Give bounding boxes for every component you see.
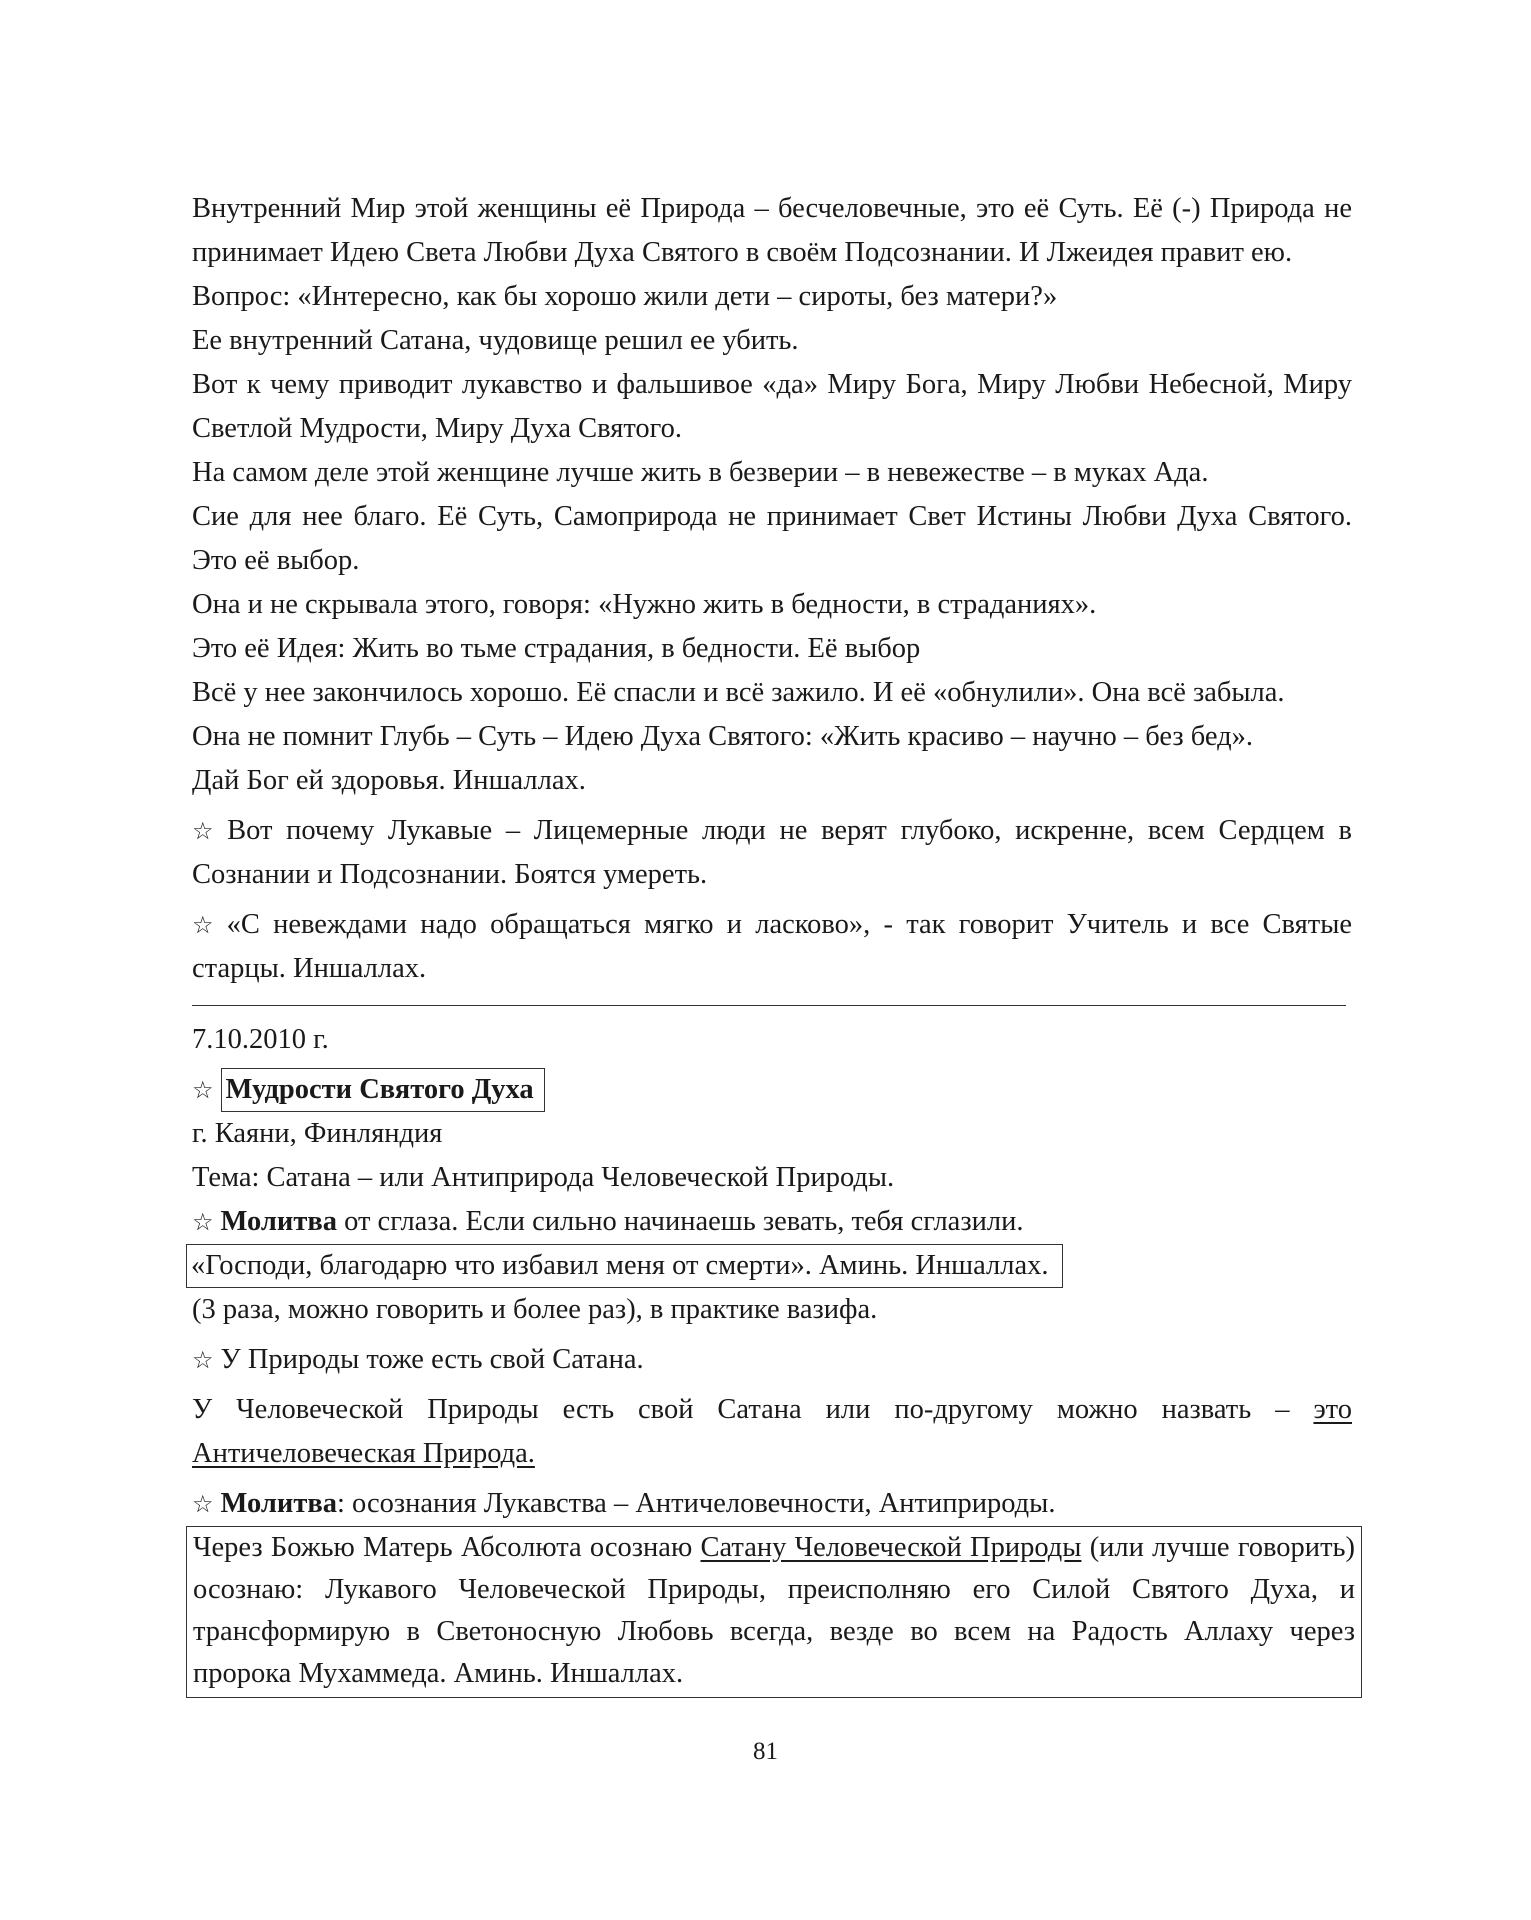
antihuman-nature-underlined: это Античеловеческая Природа.	[192, 1394, 1352, 1469]
entry-title: Мудрости Святого Духа	[225, 1074, 534, 1105]
star-icon: ☆	[192, 1490, 214, 1518]
prayer-awareness-desc: : осознания Лукавства – Античеловечности, Антиприроды.	[336, 1488, 1056, 1519]
paragraph-her-idea: Это её Идея: Жить во тьме страдания, в бедности. Её выбор	[192, 633, 921, 664]
paragraph-hypocrites	[192, 809, 1352, 897]
paragraph-does-not-remember: Она не помнит Глубь – Суть – Идею Духа Святого: «Жить красиво – научно – без бед».	[192, 721, 1254, 752]
prayer-awareness-text-b: (или лучше говорить) осознаю: Лукавого Человеческой Природы, преисполняю его Силой Святого Духа, и трансформирую в Светоносную Любовь всегда, везде во всем на Радость Аллаху через пророка Мухаммеда. Аминь. Иншаллах.	[193, 1532, 1356, 1689]
prayer-awareness-underlined: Сатану Человеческой Природы	[700, 1532, 1082, 1563]
prayer-label: Молитва	[220, 1488, 337, 1519]
prayer-awareness-text-a: Через Божью Матерь Абсолюта осознаю	[193, 1532, 701, 1563]
entry-theme: Тема: Сатана – или Антиприрода Человеческой Природы.	[192, 1162, 895, 1193]
paragraph-her-choice: Сие для нее благо. Её Суть, Самоприрода не принимает Свет Истины Любви Духа Святого. Это её выбор.	[192, 501, 1352, 576]
section-divider	[192, 1005, 1346, 1006]
paragraph-ended-well: Всё у нее закончилось хорошо. Её спасли и всё зажило. И её «обнулили». Она всё забыла.	[192, 677, 1285, 708]
human-nature-paragraph	[192, 1388, 1352, 1476]
paragraph-inner-world: Внутренний Мир этой женщины её Природа – бесчеловечные, это её Суть. Её (-) Природа не принимает Идею Света Любви Духа Святого в своём Подсознании. И Лжеидея правит ею.	[192, 193, 1352, 268]
star-icon: ☆	[192, 1076, 214, 1104]
page-content	[191, 187, 1356, 1698]
star-icon: ☆	[192, 1346, 214, 1374]
prayer-evil-eye-desc: от сглаза. Если сильно начинаешь зевать, тебя сглазили.	[336, 1206, 1024, 1237]
star-icon: ☆	[192, 1208, 214, 1236]
human-nature-text: У Человеческой Природы есть свой Сатана или по-другому можно назвать –	[192, 1394, 1314, 1425]
paragraph-false-yes: Вот к чему приводит лукавство и фальшивое «да» Миру Бога, Миру Любви Небесной, Миру Светлой Мудрости, Миру Духа Святого.	[192, 369, 1352, 444]
prayer-evil-eye-box-line	[192, 1244, 1352, 1288]
paragraph-not-hiding: Она и не скрывала этого, говоря: «Нужно жить в бедности, в страданиях».	[192, 589, 1097, 620]
nature-satan-line	[192, 1338, 1352, 1382]
prayer-awareness-box	[186, 1526, 1362, 1698]
prayer-label: Молитва	[220, 1206, 337, 1237]
paragraph-ignorants	[192, 903, 1352, 991]
entry-title-line	[192, 1068, 1352, 1112]
star-icon: ☆	[192, 911, 220, 939]
paragraph-inner-satan: Ее внутренний Сатана, чудовище решил ее убить.	[192, 325, 799, 356]
paragraph-god-give-health: Дай Бог ей здоровья. Иншаллах.	[192, 765, 586, 796]
nature-satan-text: У Природы тоже есть свой Сатана.	[220, 1344, 644, 1375]
star-icon: ☆	[192, 817, 221, 845]
prayer-evil-eye-note: (3 раза, можно говорить и более раз), в практике вазифа.	[192, 1294, 878, 1325]
paragraph-hypocrites-text: Вот почему Лукавые – Лицемерные люди не верят глубоко, искренне, всем Сердцем в Сознании и Подсознании. Боятся умереть.	[192, 815, 1352, 890]
paragraph-question: Вопрос: «Интересно, как бы хорошо жили дети – сироты, без матери?»	[192, 281, 1058, 312]
entry-title-box	[221, 1068, 545, 1112]
entry-date: 7.10.2010 г.	[192, 1024, 329, 1055]
paragraph-ignorants-text: «С невеждами надо обращаться мягко и ласково», - так говорит Учитель и все Святые старцы. Иншаллах.	[192, 909, 1353, 984]
paragraph-better-unbelief: На самом деле этой женщине лучше жить в безверии – в невежестве – в муках Ада.	[192, 457, 1209, 488]
page-number: 81	[753, 1738, 778, 1765]
prayer-evil-eye-intro	[192, 1200, 1352, 1244]
prayer-evil-eye-box: «Господи, благодарю что избавил меня от смерти». Аминь. Иншаллах.	[186, 1244, 1063, 1288]
prayer-awareness-intro	[192, 1482, 1352, 1526]
entry-location: г. Каяни, Финляндия	[192, 1118, 443, 1149]
